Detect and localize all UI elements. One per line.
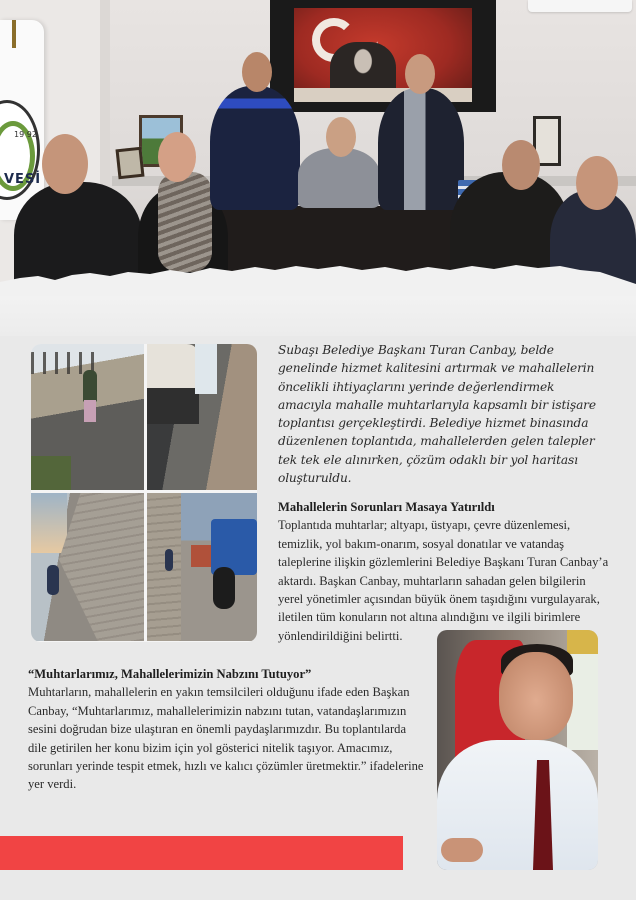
face [499,652,573,740]
collage-photo-3 [31,493,144,641]
hero-photo [0,0,636,300]
emblem-year: 19 92 [14,130,37,139]
person-mayor-seated [298,148,380,208]
section-body: Toplantıda muhtarlar; altyapı, üstyapı, çevre düzenlemesi, temizlik, yol bakım-onarım, sosyal donatılar ve vatandaş taleplerine ilişkin gözlemlerini Belediye Başkanı Turan Canbay’a aktardı. Başkan Canbay, muhtarların sahadan gelen bilgilerin yerel yönetimler açısından büyük önem taşıdığını vurgulayarak, iletilen tüm konuların not altına alındığını ve ilgili birimlere yönlendirildiğini belirtti. [278,518,609,643]
article-section-quote [28,665,428,794]
worker [165,549,173,571]
worker [47,565,59,595]
flag-pole [12,20,16,48]
paper-texture-band [0,296,636,336]
sunset-sky [31,493,67,553]
air-conditioner [528,0,632,12]
head [502,140,540,190]
section-heading: Mahallelerin Sorunları Masaya Yatırıldı [278,500,495,514]
work-photo-collage [31,344,257,642]
collage-photo-1 [31,344,144,490]
mayor-portrait-photo [437,630,598,870]
head [242,52,272,92]
red-accent-bar [0,836,403,870]
head [576,156,618,210]
worker [83,370,97,402]
head [326,117,356,157]
torn-paper-edge [0,258,636,300]
sky [195,344,217,394]
person-standing-uniform [210,86,300,210]
retaining-wall [147,493,181,641]
head [42,134,88,194]
tractor-wheel [213,567,235,609]
sweeper-truck [147,344,199,424]
section-heading: “Muhtarlarımız, Mahallelerimizin Nabzını Tutuyor” [28,667,312,681]
collage-photo-4 [147,493,257,641]
head [158,132,196,182]
article-intro: Subaşı Belediye Başkanı Turan Canbay, belde genelinde hizmet kalitesini artırmak ve mahallelerin öncelikli ihtiyaçlarını yerinde değerlendirmek amacıyla mahalle muhtarlarıyla kapsamlı bir istişare toplantısı gerçekleştirdi. Belediye hizmet binasında düzenlenen toplantıda, mahallelerden gelen talepler tek tek ele alınırken, çözüm odaklı bir yol haritası oluşturuldu. [278,343,596,486]
emblem-text: VESİ [4,172,42,187]
worker-legs [84,400,96,422]
retaining-wall [59,493,144,641]
collage-photo-2 [147,344,257,490]
scarf [158,172,212,272]
article-section-problems [278,498,613,645]
wall-portrait-frame [270,0,496,112]
photo-frame [116,147,145,180]
section-body: Muhtarların, mahallelerin en yakın temsilcileri olduğunu ifade eden Başkan Canbay, “Muhtarlarımız, mahallelerimizin nabzını tutan, vatandaşlarımızın sesini doğrudan bize ulaştıran en önemli paydaşlarımızdır. Bu toplantılarda dile getirilen her konu bizim için yol gösterici nitelik taşıyor. Amacımız, sorunları yerinde tespit etmek, hızlı ve kalıcı çözümler üretmektir.” ifadelerine yer verdi. [28,685,424,792]
hand [441,838,483,862]
blue-tractor [211,519,257,575]
wall-portrait [294,8,472,102]
grass [31,456,71,490]
person-standing-bald [378,88,464,210]
head [405,54,435,94]
